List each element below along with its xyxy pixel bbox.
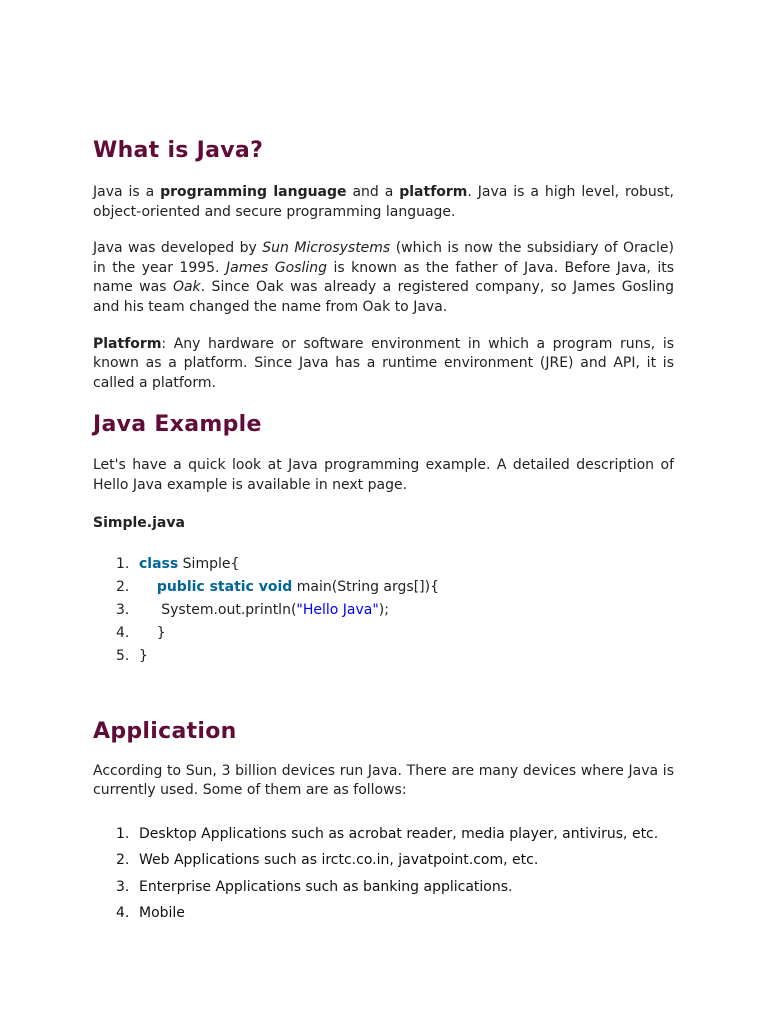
code-line	[93, 622, 674, 645]
paragraph-java-history	[93, 239, 674, 317]
code-text: }	[139, 647, 148, 664]
list-item-text: Web Applications such as irctc.co.in, javatpoint.com, etc.	[139, 852, 539, 869]
list-number: 4.	[116, 905, 130, 922]
code-block	[93, 553, 674, 668]
italic-oak: Oak	[172, 279, 201, 296]
code-text: Simple{	[178, 555, 240, 572]
code-text: );	[378, 601, 389, 618]
text-span: Java was developed by	[93, 240, 263, 257]
code-text: System.out.println(	[139, 601, 297, 618]
code-keyword: class	[139, 555, 179, 572]
code-indent	[139, 579, 157, 595]
text-span: is known as the father of Java. Before Java, its name was	[93, 259, 674, 296]
application-list	[93, 821, 674, 927]
text-span: : Any hardware or software environment in which a program runs, is known as a platform. Since Java has a runtime environment (JRE) and API, it is called a platform.	[93, 335, 674, 391]
text-span: . Since Oak was already a registered company, so James Gosling and his team changed the name from Oak to Java.	[93, 279, 674, 315]
code-file-label: Simple.java	[93, 514, 185, 531]
list-number: 1.	[116, 825, 130, 842]
paragraph-java-definition	[93, 183, 674, 222]
heading-java-example: Java Example	[93, 412, 262, 438]
heading-what-is-java: What is Java?	[93, 138, 264, 163]
line-number: 5.	[116, 647, 130, 664]
code-line	[93, 599, 674, 622]
paragraph-example-intro: Let's have a quick look at Java programming example. A detailed description of Hello Java example is available in next page.	[93, 457, 674, 493]
italic-sun-microsystems: Sun Microsystems	[262, 240, 391, 257]
list-number: 2.	[116, 852, 130, 869]
code-line	[93, 553, 674, 576]
code-text: main(String args[]){	[292, 578, 439, 595]
code-line	[93, 645, 674, 668]
list-item-text: Enterprise Applications such as banking applications.	[139, 878, 513, 895]
italic-james-gosling: James Gosling	[226, 259, 327, 276]
bold-term-platform: platform	[399, 184, 468, 200]
list-item	[93, 847, 674, 874]
list-item	[93, 821, 674, 848]
list-item	[93, 900, 674, 927]
line-number: 1.	[116, 555, 130, 572]
list-item-text: Mobile	[139, 905, 185, 922]
text-span: Java is a	[93, 184, 161, 200]
code-keyword: public static void	[156, 578, 293, 595]
text-span: (which is now the subsidiary of Oracle) in the year 1995.	[93, 240, 675, 276]
text-span: . Java is a high level, robust, object-oriented and secure programming language.	[93, 184, 675, 220]
code-string: "Hello Java"	[296, 601, 379, 618]
text-span: and a	[346, 184, 400, 200]
line-number: 3.	[116, 601, 130, 618]
paragraph-platform-definition	[93, 335, 674, 394]
list-number: 3.	[116, 878, 130, 895]
bold-term-programming-language: programming language	[160, 184, 347, 200]
paragraph-application-intro: According to Sun, 3 billion devices run Java. There are many devices where Java is currently used. Some of them are as follows:	[93, 762, 674, 799]
line-number: 4.	[116, 624, 130, 641]
list-item-text: Desktop Applications such as acrobat reader, media player, antivirus, etc.	[139, 825, 659, 842]
list-item	[93, 874, 674, 901]
bold-term-platform-label: Platform	[93, 335, 162, 352]
code-line	[93, 576, 674, 599]
heading-application: Application	[93, 718, 237, 744]
document-content	[93, 136, 674, 927]
line-number: 2.	[116, 578, 130, 595]
code-text: }	[139, 624, 166, 641]
code-listing	[93, 553, 674, 668]
